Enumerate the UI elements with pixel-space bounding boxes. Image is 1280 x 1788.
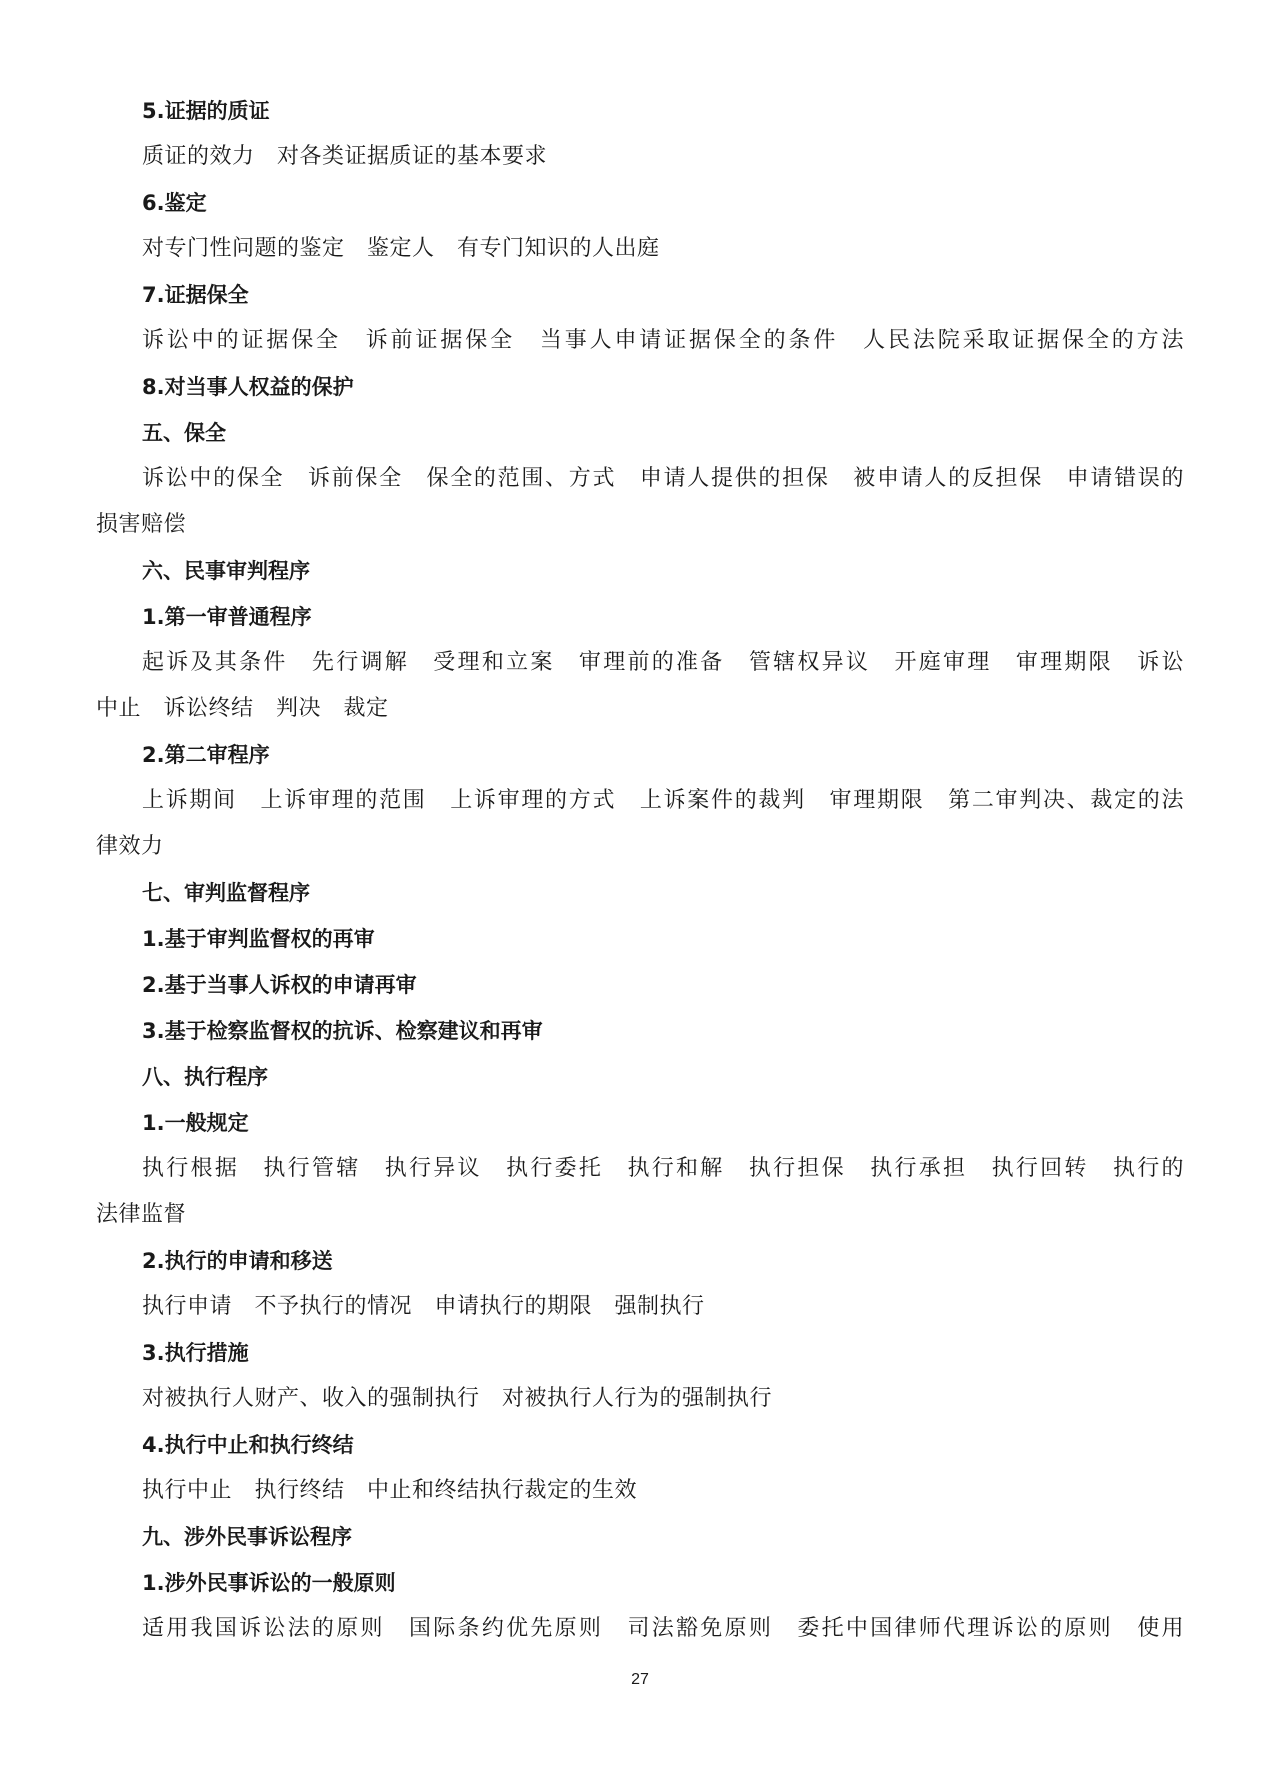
body-text: 对专门性问题的鉴定 鉴定人 有专门知识的人出庭: [142, 236, 660, 261]
section-heading: 1.基于审判监督权的再审: [142, 927, 375, 951]
section-heading: 1.涉外民事诉讼的一般原则: [142, 1571, 396, 1595]
section-heading: 4.执行中止和执行终结: [142, 1433, 354, 1457]
chapter-heading: 六、民事审判程序: [142, 559, 310, 583]
body-text: 诉讼中的证据保全 诉前证据保全 当事人申请证据保全的条件 人民法院采取证据保全的方法: [142, 328, 1184, 353]
body-text: 执行申请 不予执行的情况 申请执行的期限 强制执行: [142, 1294, 705, 1319]
body-text: 执行中止 执行终结 中止和终结执行裁定的生效: [142, 1478, 638, 1503]
chapter-heading: 五、保全: [142, 421, 226, 445]
chapter-heading: 九、涉外民事诉讼程序: [142, 1525, 352, 1549]
body-text: 适用我国诉讼法的原则 国际条约优先原则 司法豁免原则 委托中国律师代理诉讼的原则 使用: [142, 1616, 1184, 1641]
body-text: 起诉及其条件 先行调解 受理和立案 审理前的准备 管辖权异议 开庭审理 审理期限 诉讼: [142, 650, 1184, 675]
section-heading: 7.证据保全: [142, 283, 249, 307]
body-text: 执行根据 执行管辖 执行异议 执行委托 执行和解 执行担保 执行承担 执行回转 执行的: [142, 1156, 1184, 1181]
page-number: 27: [631, 1671, 649, 1688]
chapter-heading: 八、执行程序: [142, 1065, 268, 1089]
body-text-continuation: 律效力: [96, 834, 164, 859]
section-heading: 3.执行措施: [142, 1341, 249, 1365]
section-heading: 2.基于当事人诉权的申请再审: [142, 973, 417, 997]
section-heading: 5.证据的质证: [142, 99, 270, 123]
body-text: 上诉期间 上诉审理的范围 上诉审理的方式 上诉案件的裁判 审理期限 第二审判决、裁定的法: [142, 788, 1184, 813]
body-text: 对被执行人财产、收入的强制执行 对被执行人行为的强制执行: [142, 1386, 773, 1411]
section-heading: 3.基于检察监督权的抗诉、检察建议和再审: [142, 1019, 543, 1043]
section-heading: 2.执行的申请和移送: [142, 1249, 333, 1273]
section-heading: 8.对当事人权益的保护: [142, 375, 354, 399]
body-text-continuation: 中止 诉讼终结 判决 裁定: [96, 696, 389, 721]
body-text: 诉讼中的保全 诉前保全 保全的范围、方式 申请人提供的担保 被申请人的反担保 申请错误的: [142, 466, 1184, 491]
section-heading: 1.第一审普通程序: [142, 605, 312, 629]
section-heading: 6.鉴定: [142, 191, 207, 215]
section-heading: 1.一般规定: [142, 1111, 249, 1135]
body-text-continuation: 损害赔偿: [96, 512, 187, 537]
section-heading: 2.第二审程序: [142, 743, 270, 767]
body-text: 质证的效力 对各类证据质证的基本要求: [142, 144, 548, 169]
chapter-heading: 七、审判监督程序: [142, 881, 310, 905]
body-text-continuation: 法律监督: [96, 1202, 187, 1227]
